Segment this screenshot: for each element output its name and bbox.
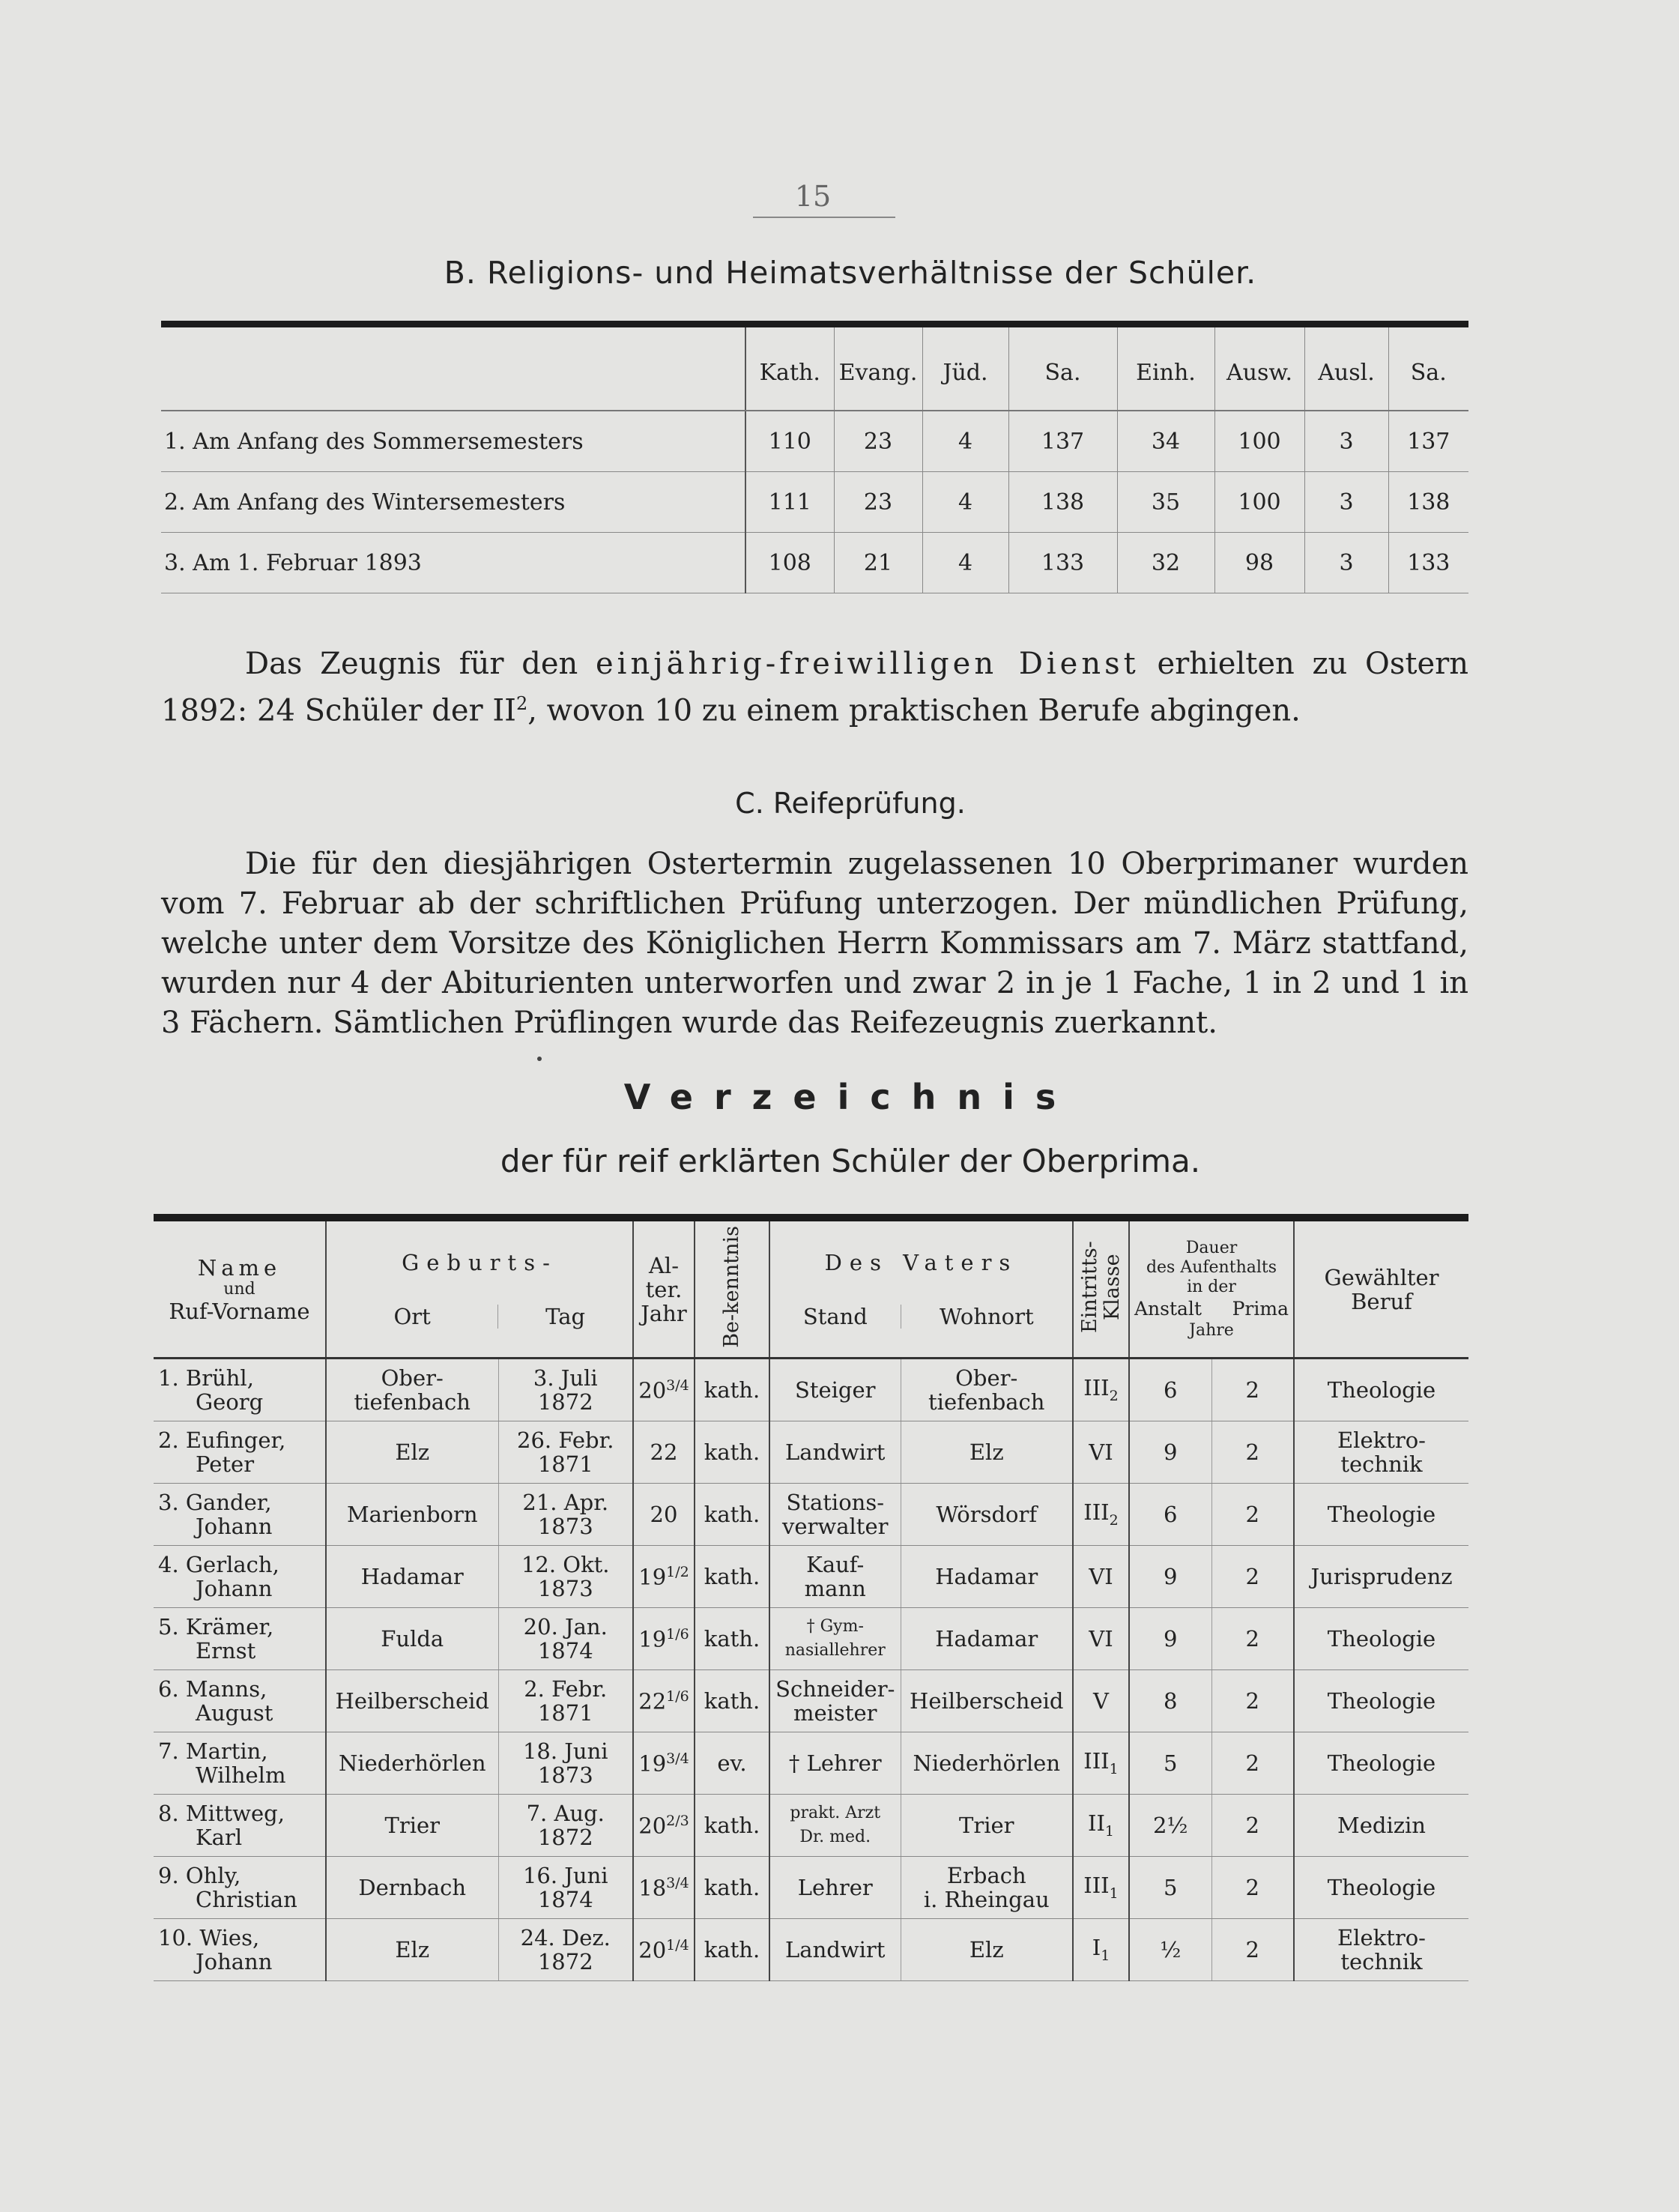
birth-date [498, 1732, 633, 1795]
surname: Gander, [185, 1490, 272, 1515]
class-roman: VI [1089, 1439, 1113, 1465]
surname: Gerlach, [185, 1552, 279, 1577]
entry-class [1073, 1732, 1129, 1795]
ink-dot [537, 1057, 542, 1061]
cell: 137 [1008, 411, 1117, 472]
birth-date [498, 1857, 633, 1919]
class-subscript: 1 [1101, 1947, 1110, 1964]
first-name: Christian [196, 1887, 297, 1912]
age-fraction: 1/4 [666, 1937, 689, 1954]
class-roman: VI [1089, 1564, 1113, 1589]
chosen-profession: Theologie [1294, 1359, 1468, 1421]
row-label: 3. Am 1. Februar 1893 [161, 533, 745, 593]
table-row [161, 411, 1468, 472]
entry-class [1073, 1546, 1129, 1608]
birth-place: Marienborn [326, 1484, 498, 1546]
birth-year: 1872 [537, 1389, 593, 1415]
student-name [154, 1608, 326, 1670]
col-header: Kath. [745, 327, 834, 411]
header-ort: Ort [393, 1303, 431, 1329]
birth-year: 1871 [537, 1451, 593, 1477]
years-school: 6 [1129, 1484, 1211, 1546]
birth-date [498, 1795, 633, 1857]
row-number: 8. [158, 1801, 179, 1826]
col-header: Ausw. [1214, 327, 1304, 411]
header-vaters [769, 1221, 1073, 1359]
graduates-table-body [154, 1359, 1468, 1981]
age [633, 1670, 695, 1732]
header-stand: Stand [802, 1303, 868, 1329]
birth-day: 7. Aug. [526, 1801, 605, 1826]
cell: 34 [1117, 411, 1214, 472]
confession: kath. [695, 1546, 769, 1608]
birth-year: 1871 [537, 1700, 593, 1726]
birth-day: 21. Apr. [522, 1490, 609, 1515]
row-number: 3. [158, 1490, 179, 1515]
father-occupation: † Gym- nasiallehrer [769, 1608, 901, 1670]
birth-day: 26. Febr. [517, 1427, 614, 1453]
cell: 4 [922, 533, 1008, 593]
cell: 138 [1388, 472, 1468, 533]
age [633, 1795, 695, 1857]
age [633, 1421, 695, 1484]
age [633, 1919, 695, 1981]
row-number: 4. [158, 1552, 179, 1577]
years-prima: 2 [1211, 1421, 1294, 1484]
entry-class [1073, 1857, 1129, 1919]
row-number: 10. [158, 1925, 193, 1950]
birth-place: Ober- tiefenbach [326, 1359, 498, 1421]
header-eintritts: Eintritts-Klasse [1073, 1221, 1129, 1359]
years-school: 2½ [1129, 1795, 1211, 1857]
row-label: 1. Am Anfang des Sommersemesters [161, 411, 745, 472]
years-school: 8 [1129, 1670, 1211, 1732]
birth-date [498, 1546, 633, 1608]
years-prima: 2 [1211, 1359, 1294, 1421]
father-occupation: prakt. Arzt Dr. med. [769, 1795, 901, 1857]
section-c-title: C. Reifeprüfung. [735, 787, 966, 820]
first-name: Wilhelm [196, 1762, 286, 1788]
header-name: Name und Ruf-Vorname [154, 1221, 326, 1359]
confession: kath. [695, 1795, 769, 1857]
row-number: 5. [158, 1614, 179, 1640]
father-occupation: † Lehrer [769, 1732, 901, 1795]
student-name [154, 1795, 326, 1857]
para-text: , wovon 10 zu einem praktischen Berufe abgingen. [527, 693, 1301, 728]
confession: kath. [695, 1857, 769, 1919]
entry-class [1073, 1670, 1129, 1732]
chosen-profession: Theologie [1294, 1732, 1468, 1795]
table-row [154, 1608, 1468, 1670]
age-years: 19 [638, 1750, 667, 1777]
class-roman: II [1087, 1810, 1105, 1837]
first-name: Ernst [196, 1638, 256, 1663]
religion-table [161, 321, 1468, 593]
years-school: 5 [1129, 1857, 1211, 1919]
birth-day: 3. Juli [533, 1365, 598, 1391]
confession: kath. [695, 1608, 769, 1670]
birth-place: Trier [326, 1795, 498, 1857]
table-row [161, 533, 1468, 593]
father-residence: Elz [901, 1421, 1073, 1484]
age-fraction: 1/6 [666, 1626, 689, 1643]
age [633, 1608, 695, 1670]
student-name [154, 1670, 326, 1732]
first-name: Georg [196, 1389, 264, 1415]
col-header: Jüd. [922, 327, 1008, 411]
birth-day: 18. Juni [522, 1738, 608, 1764]
father-occupation: Stations- verwalter [769, 1484, 901, 1546]
cell: 137 [1388, 411, 1468, 472]
age-fraction: 3/4 [666, 1377, 689, 1394]
birth-place: Hadamar [326, 1546, 498, 1608]
age-years: 18 [638, 1875, 667, 1901]
birth-date [498, 1359, 633, 1421]
cell: 138 [1008, 472, 1117, 533]
religion-table-header [161, 327, 1468, 411]
father-occupation: Schneider- meister [769, 1670, 901, 1732]
first-name: Karl [196, 1825, 243, 1850]
chosen-profession: Theologie [1294, 1484, 1468, 1546]
cell: 100 [1214, 472, 1304, 533]
father-residence: Wörsdorf [901, 1484, 1073, 1546]
surname: Mittweg, [185, 1801, 285, 1826]
verzeichnis-title: Verzeichnis [623, 1077, 1077, 1117]
years-school: ½ [1129, 1919, 1211, 1981]
table-row [154, 1732, 1468, 1795]
header-geburts [326, 1221, 633, 1359]
graduates-table-header [154, 1221, 1468, 1359]
class-subscript: 1 [1104, 1822, 1114, 1840]
cell: 133 [1008, 533, 1117, 593]
cell: 21 [834, 533, 922, 593]
class-roman: III [1083, 1499, 1110, 1526]
years-school: 5 [1129, 1732, 1211, 1795]
row-number: 1. [158, 1365, 179, 1391]
confession: kath. [695, 1359, 769, 1421]
table-row [154, 1484, 1468, 1546]
birth-year: 1872 [537, 1825, 593, 1850]
birth-place: Elz [326, 1421, 498, 1484]
years-school: 9 [1129, 1421, 1211, 1484]
student-name [154, 1857, 326, 1919]
graduates-table [154, 1214, 1468, 1981]
birth-day: 16. Juni [522, 1863, 608, 1888]
cell: 4 [922, 411, 1008, 472]
cell: 23 [834, 411, 922, 472]
first-name: Johann [196, 1514, 273, 1539]
confession: ev. [695, 1732, 769, 1795]
father-residence: Elz [901, 1919, 1073, 1981]
table-row [154, 1919, 1468, 1981]
age-years: 20 [650, 1502, 678, 1527]
years-school: 9 [1129, 1546, 1211, 1608]
father-occupation: Lehrer [769, 1857, 901, 1919]
class-roman: VI [1089, 1626, 1113, 1652]
cell: 98 [1214, 533, 1304, 593]
table-row [154, 1359, 1468, 1421]
header-alter: Al- ter. Jahr [633, 1221, 695, 1359]
entry-class [1073, 1359, 1129, 1421]
birth-day: 2. Febr. [524, 1676, 608, 1702]
para-text: erhielten zu Ostern 1892: 24 Schüler der II [161, 647, 1468, 728]
confession: kath. [695, 1670, 769, 1732]
birth-date [498, 1919, 633, 1981]
cell: 133 [1388, 533, 1468, 593]
class-subscript: 2 [1109, 1511, 1119, 1529]
years-prima: 2 [1211, 1670, 1294, 1732]
cell: 32 [1117, 533, 1214, 593]
header-beruf: Gewählter Beruf [1294, 1221, 1468, 1359]
father-occupation: Kauf- mann [769, 1546, 901, 1608]
chosen-profession: Elektro- technik [1294, 1421, 1468, 1484]
years-prima: 2 [1211, 1919, 1294, 1981]
confession: kath. [695, 1421, 769, 1484]
birth-place: Niederhörlen [326, 1732, 498, 1795]
birth-place: Elz [326, 1919, 498, 1981]
birth-date [498, 1421, 633, 1484]
zeugnis-paragraph [161, 644, 1468, 731]
student-name [154, 1484, 326, 1546]
father-residence: Erbach i. Rheingau [901, 1857, 1073, 1919]
col-header: Ausl. [1304, 327, 1388, 411]
father-residence: Trier [901, 1795, 1073, 1857]
row-number: 7. [158, 1738, 179, 1764]
entry-class [1073, 1919, 1129, 1981]
student-name [154, 1421, 326, 1484]
father-occupation: Landwirt [769, 1421, 901, 1484]
cell: 3 [1304, 533, 1388, 593]
reifepruefung-paragraph: Die für den diesjährigen Ostertermin zugelassenen 10 Oberprimaner wurden vom 7. Februar ab der schriftlichen Prüfung unterzogen. Der mündlichen Prüfung, welche unter dem Vorsitze des Königlichen Herrn Kommissars am 7. März stattfand, wurden nur 4 der Abiturienten unterworfen und zwar 2 in je 1 Fache, 1 in 2 und 1 in 3 Fächern. Sämtlichen Prüflingen wurde das Reifezeugnis zuerkannt. [161, 847, 1468, 1040]
years-prima: 2 [1211, 1608, 1294, 1670]
age-years: 19 [638, 1626, 667, 1652]
years-prima: 2 [1211, 1484, 1294, 1546]
class-subscript: 1 [1109, 1885, 1119, 1902]
age-years: 22 [650, 1439, 678, 1465]
col-header: Einh. [1117, 327, 1214, 411]
entry-class [1073, 1421, 1129, 1484]
cell: 35 [1117, 472, 1214, 533]
table-row [154, 1670, 1468, 1732]
years-school: 9 [1129, 1608, 1211, 1670]
birth-day: 24. Dez. [520, 1925, 611, 1950]
birth-year: 1874 [537, 1638, 593, 1663]
father-residence: Ober- tiefenbach [901, 1359, 1073, 1421]
birth-year: 1873 [537, 1514, 593, 1539]
class-roman: III [1083, 1873, 1110, 1899]
table-row [161, 472, 1468, 533]
birth-date [498, 1670, 633, 1732]
header-bekenntnis: Be-kenntnis [695, 1221, 769, 1359]
father-residence: Hadamar [901, 1546, 1073, 1608]
header-anstalt: Anstalt [1134, 1297, 1202, 1320]
row-label: 2. Am Anfang des Wintersemesters [161, 472, 745, 533]
age-fraction: 3/4 [666, 1750, 689, 1768]
verzeichnis-subtitle: der für reif erklärten Schüler der Oberprima. [500, 1143, 1201, 1179]
row-number: 2. [158, 1427, 179, 1453]
age [633, 1359, 695, 1421]
father-residence: Niederhörlen [901, 1732, 1073, 1795]
birth-day: 12. Okt. [521, 1552, 610, 1577]
cell: 4 [922, 472, 1008, 533]
age-years: 20 [638, 1377, 667, 1403]
first-name: Johann [196, 1576, 273, 1601]
class-subscript: 1 [1109, 1760, 1119, 1777]
years-prima: 2 [1211, 1546, 1294, 1608]
chosen-profession: Theologie [1294, 1857, 1468, 1919]
father-residence: Heilberscheid [901, 1670, 1073, 1732]
cell: 111 [745, 472, 834, 533]
surname: Wies, [199, 1925, 260, 1950]
class-roman: I [1092, 1935, 1101, 1961]
col-header: Sa. [1008, 327, 1117, 411]
student-name [154, 1359, 326, 1421]
entry-class [1073, 1484, 1129, 1546]
surname: Manns, [185, 1676, 267, 1702]
first-name: Johann [196, 1949, 273, 1974]
age-years: 20 [638, 1813, 667, 1839]
years-school: 6 [1129, 1359, 1211, 1421]
age-years: 19 [638, 1564, 667, 1590]
header-wohnort: Wohnort [901, 1305, 1072, 1329]
age-fraction: 1/2 [666, 1564, 689, 1581]
chosen-profession: Medizin [1294, 1795, 1468, 1857]
years-prima: 2 [1211, 1857, 1294, 1919]
chosen-profession: Theologie [1294, 1670, 1468, 1732]
surname: Ohly, [185, 1863, 241, 1888]
years-prima: 2 [1211, 1732, 1294, 1795]
table-row [154, 1795, 1468, 1857]
birth-date [498, 1484, 633, 1546]
entry-class [1073, 1795, 1129, 1857]
class-subscript: 2 [1109, 1387, 1119, 1404]
student-name [154, 1546, 326, 1608]
cell: 3 [1304, 472, 1388, 533]
entry-class [1073, 1608, 1129, 1670]
birth-year: 1874 [537, 1887, 593, 1912]
years-prima: 2 [1211, 1795, 1294, 1857]
surname: Martin, [185, 1738, 268, 1764]
birth-day: 20. Jan. [523, 1614, 608, 1640]
header-prima: Prima [1232, 1297, 1289, 1320]
age-fraction: 3/4 [666, 1875, 689, 1892]
confession: kath. [695, 1919, 769, 1981]
age [633, 1857, 695, 1919]
age-years: 22 [638, 1688, 667, 1714]
para-emphasis: einjährig-freiwilligen Dienst [595, 647, 1140, 681]
birth-place: Fulda [326, 1608, 498, 1670]
age-fraction: 2/3 [666, 1813, 689, 1830]
birth-year: 1873 [537, 1762, 593, 1788]
surname: Krämer, [185, 1614, 274, 1640]
para-text: Das Zeugnis für den [245, 647, 596, 681]
age-years: 20 [638, 1937, 667, 1963]
first-name: August [196, 1700, 273, 1726]
chosen-profession: Jurisprudenz [1294, 1546, 1468, 1608]
age [633, 1546, 695, 1608]
first-name: Peter [196, 1451, 255, 1477]
table-row [154, 1857, 1468, 1919]
class-roman: V [1093, 1688, 1109, 1714]
col-header: Sa. [1388, 327, 1468, 411]
chosen-profession: Theologie [1294, 1608, 1468, 1670]
table-row [154, 1421, 1468, 1484]
surname: Brühl, [185, 1365, 254, 1391]
col-header: Evang. [834, 327, 922, 411]
page-number-rule [753, 217, 895, 218]
header-geburts-label: Geburts- [402, 1249, 557, 1275]
father-occupation: Steiger [769, 1359, 901, 1421]
row-number: 6. [158, 1676, 179, 1702]
age [633, 1732, 695, 1795]
birth-date [498, 1608, 633, 1670]
row-number: 9. [158, 1863, 179, 1888]
student-name [154, 1919, 326, 1981]
cell: 108 [745, 533, 834, 593]
birth-place: Heilberscheid [326, 1670, 498, 1732]
class-roman: III [1083, 1375, 1110, 1401]
cell: 110 [745, 411, 834, 472]
father-occupation: Landwirt [769, 1919, 901, 1981]
section-b-title: B. Religions- und Heimatsverhältnisse der Schüler. [444, 255, 1257, 291]
table-row [154, 1546, 1468, 1608]
father-residence: Hadamar [901, 1608, 1073, 1670]
age [633, 1484, 695, 1546]
header-dauer: Dauer des Aufenthalts in der Anstalt Prima Jahre [1129, 1221, 1294, 1359]
birth-year: 1873 [537, 1576, 593, 1601]
page-number: 15 [794, 180, 832, 213]
birth-place: Dernbach [326, 1857, 498, 1919]
surname: Eufinger, [185, 1427, 286, 1453]
confession: kath. [695, 1484, 769, 1546]
cell: 3 [1304, 411, 1388, 472]
birth-year: 1872 [537, 1949, 593, 1974]
para-sup: 2 [515, 693, 528, 714]
cell: 23 [834, 472, 922, 533]
header-tag: Tag [497, 1305, 632, 1329]
age-fraction: 1/6 [666, 1688, 689, 1705]
chosen-profession: Elektro- technik [1294, 1919, 1468, 1981]
header-vaters-label: Des Vaters [824, 1249, 1018, 1275]
class-roman: III [1083, 1748, 1110, 1774]
student-name [154, 1732, 326, 1795]
cell: 100 [1214, 411, 1304, 472]
